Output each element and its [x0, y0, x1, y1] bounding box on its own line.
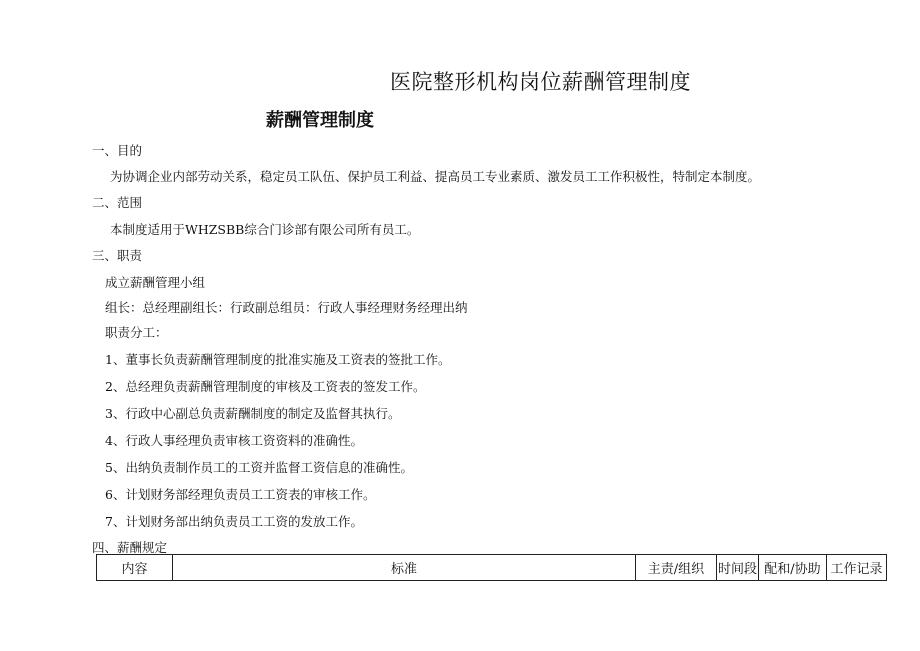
duties-group: 成立薪酬管理小组: [105, 275, 206, 290]
duties-members: 组长：总经理副组长：行政副总组员：行政人事经理财务经理出纳: [105, 300, 468, 315]
duties-division: 职责分工：: [105, 325, 168, 340]
duty-item: 7、计划财务部出纳负责员工工资的发放工作。: [105, 514, 363, 529]
duty-item: 6、计划财务部经理负责员工工资表的审核工作。: [105, 487, 376, 502]
table-header-cell: 内容: [97, 555, 173, 581]
table-header-cell: 工作记录: [827, 555, 887, 581]
document-title: 医院整形机构岗位薪酬管理制度: [390, 70, 691, 94]
duty-item: 3、行政中心副总负责薪酬制度的制定及监督其执行。: [105, 406, 401, 421]
table-header-row: [97, 555, 887, 581]
duty-item: 4、行政人事经理负责审核工资资料的准确性。: [105, 433, 363, 448]
section-heading-scope: 二、范围: [92, 195, 143, 210]
table-header-cell: 配和/协助: [759, 555, 827, 581]
section-heading-purpose: 一、目的: [92, 143, 143, 158]
salary-rules-table: [96, 554, 887, 581]
table-header-cell: 时间段: [717, 555, 759, 581]
duty-item: 5、出纳负责制作员工的工资并监督工资信息的准确性。: [105, 460, 413, 475]
duty-item: 1、董事长负责薪酬管理制度的批准实施及工资表的签批工作。: [105, 352, 451, 367]
scope-text: 本制度适用于WHZSBB综合门诊部有限公司所有员工。: [110, 222, 420, 237]
table-header-cell: 主责/组织: [636, 555, 717, 581]
section-heading-duties: 三、职责: [92, 248, 143, 263]
table-header-cell: 标准: [173, 555, 636, 581]
document-subtitle: 薪酬管理制度: [266, 110, 374, 131]
purpose-text: 为协调企业内部劳动关系，稳定员工队伍、保护员工利益、提高员工专业素质、激发员工工作积极性，特制定本制度。: [110, 169, 761, 184]
section-heading-rules: 四、薪酬规定: [92, 540, 168, 555]
duty-item: 2、总经理负责薪酬管理制度的审核及工资表的签发工作。: [105, 379, 426, 394]
